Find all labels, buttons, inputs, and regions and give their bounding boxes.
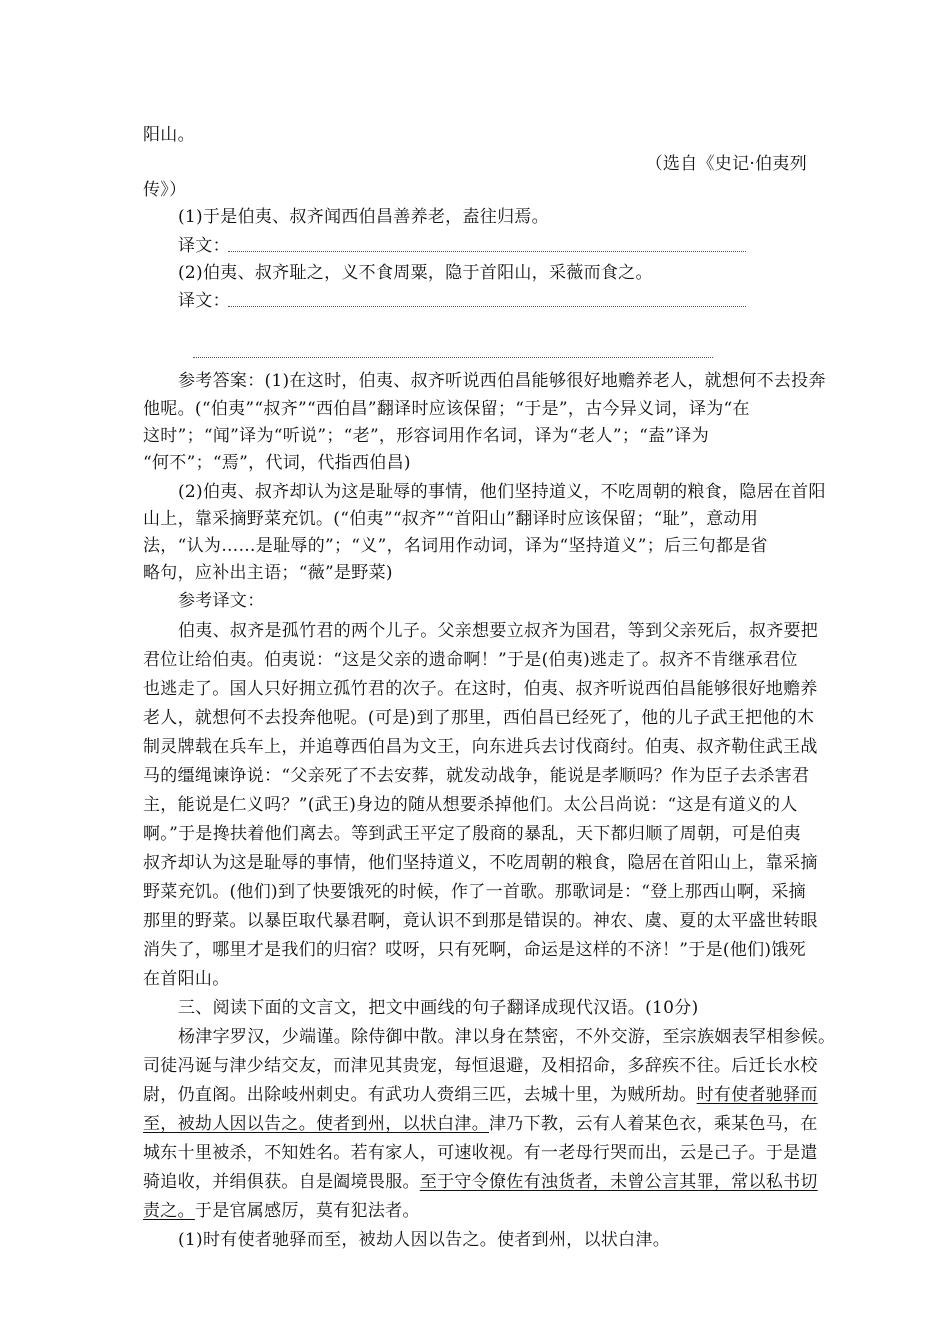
translation-line: 那里的野菜。以暴臣取代暴君啊，竟认识不到那是错误的。神农、虞、夏的太平盛世转眼 bbox=[143, 911, 818, 931]
question-2: (2)伯夷、叔齐耻之，义不食周粟，隐于首阳山，采薇而食之。 bbox=[178, 263, 653, 283]
passage-line: 杨津字罗汉，少端谨。除侍御中散。津以身在禁密，不外交游，至宗族姻表罕相参候。 bbox=[178, 1027, 836, 1047]
passage-line: 至，被劫人因以告之。使者到州，以状白津。津乃下教，云有人着某色衣，乘某色马，在 bbox=[143, 1114, 818, 1134]
underlined-sentence: 责之。 bbox=[143, 1201, 195, 1221]
answer-blank-line[interactable] bbox=[228, 306, 746, 307]
translation-line: 消失了，哪里才是我们的归宿？哎呀，只有死啊，命运是这样的不济！”于是(他们)饿死 bbox=[143, 940, 806, 960]
translation-line: 主，能说是仁义吗？”(武王)身边的随从想要杀掉他们。太公吕尚说：“这是有道义的人 bbox=[143, 795, 798, 815]
translation-label: 译文： bbox=[178, 236, 230, 256]
answer-line: 他呢。(“伯夷”“叔齐”“西伯昌”翻译时应该保留；“于是”，古今异义词，译为“在 bbox=[143, 399, 750, 419]
passage-line: 城东十里被杀，不知姓名。若有家人，可速收视。有一老母行哭而出，云是己子。于是遣 bbox=[143, 1143, 818, 1163]
translation-line: 叔齐却认为这是耻辱的事情，他们坚持道义，不吃周朝的粮食，隐居在首阳山上，靠采摘 bbox=[143, 853, 818, 873]
answer-line: (2)伯夷、叔齐却认为这是耻辱的事情，他们坚持道义，不吃周朝的粮食，隐居在首阳 bbox=[178, 482, 826, 502]
translation-label: 译文： bbox=[178, 291, 230, 311]
question-3: (1)时有使者驰驿而至，被劫人因以告之。使者到州，以状白津。 bbox=[178, 1230, 671, 1250]
passage-line: 尉，仍直阁。出除岐州刺史。有武功人赍绢三匹，去城十里，为贼所劫。时有使者驰驿而 bbox=[143, 1085, 818, 1105]
translation-line: 伯夷、叔齐是孤竹君的两个儿子。父亲想要立叔齐为国君，等到父亲死后，叔齐要把 bbox=[178, 621, 819, 641]
translation-line: 老人，就想何不去投奔他呢。(可是)到了那里，西伯昌已经死了，他的儿子武王把他的木 bbox=[143, 708, 815, 728]
answer-blank-line[interactable] bbox=[228, 251, 746, 252]
underlined-sentence: 时有使者驰驿而 bbox=[696, 1085, 818, 1105]
underlined-sentence: 至于守令僚佐有浊货者，未曾公言其罪，常以私书切 bbox=[419, 1172, 818, 1192]
answer-line: 这时”；“闻”译为“听说”；“老”，形容词用作名词，译为“老人”；“盍”译为 bbox=[143, 426, 709, 446]
translation-line: 啊。”于是搀扶着他们离去。等到武王平定了殷商的暴乱，天下都归顺了周朝，可是伯夷 bbox=[143, 824, 801, 844]
passage-line: 责之。于是官属感厉，莫有犯法者。 bbox=[143, 1201, 420, 1221]
answer-line: 山上，靠采摘野菜充饥。(“伯夷”“叔齐”“首阳山”翻译时应该保留；“耻”，意动用 bbox=[143, 509, 759, 529]
translation-line: 在首阳山。 bbox=[143, 969, 230, 989]
translation-line: 制灵牌载在兵车上，并追尊西伯昌为文王，向东进兵去讨伐商纣。伯夷、叔齐勒住武王战 bbox=[143, 737, 818, 757]
passage-line: 骑追收，并绢俱获。自是阖境畏服。至于守令僚佐有浊货者，未曾公言其罪，常以私书切 bbox=[143, 1172, 818, 1192]
answer-blank-line[interactable] bbox=[193, 357, 713, 358]
translation-line: 君位让给伯夷。伯夷说：“这是父亲的遗命啊！”于是(伯夷)逃走了。叔齐不肯继承君位 bbox=[143, 650, 798, 670]
source-citation: （选自《史记·伯夷列 bbox=[645, 154, 807, 174]
translation-line: 也逃走了。国人只好拥立孤竹君的次子。在这时，伯夷、叔齐听说西伯昌能够很好地赡养 bbox=[143, 679, 818, 699]
source-citation-cont: 传》） bbox=[143, 180, 187, 200]
answer-line: 法，“认为……是耻辱的”；“义”，名词用作动词，译为“坚持道义”；后三句都是省 bbox=[143, 536, 768, 556]
translation-line: 马的缰绳谏诤说：“父亲死了不去安葬，就发动战争，能说是孝顺吗？作为臣子去杀害君 bbox=[143, 766, 810, 786]
translation-line: 野菜充饥。(他们)到了快要饿死的时候，作了一首歌。那歌词是：“登上那西山啊，采摘 bbox=[143, 882, 806, 902]
answer-line: 略句，应补出主语；“薇”是野菜) bbox=[143, 563, 393, 583]
section-heading: 三、阅读下面的文言文，把文中画线的句子翻译成现代汉语。(10分) bbox=[178, 998, 699, 1018]
answer-line: 参考答案：(1)在这时，伯夷、叔齐听说西伯昌能够很好地赡养老人，就想何不去投奔 bbox=[178, 371, 826, 391]
underlined-sentence: 至，被劫人因以告之。使者到州，以状白津。 bbox=[143, 1114, 489, 1134]
answer-line: “何不”；“焉”，代词，代指西伯昌) bbox=[143, 453, 411, 473]
passage-line: 司徒冯诞与津少结交友，而津见其贵宠，每恒退避，及相招命，多辞疾不往。后迁长水校 bbox=[143, 1056, 818, 1076]
text-line: 阳山。 bbox=[143, 125, 195, 145]
answer-heading: 参考译文： bbox=[178, 591, 265, 611]
question-1: (1)于是伯夷、叔齐闻西伯昌善养老，盍往归焉。 bbox=[178, 207, 549, 227]
